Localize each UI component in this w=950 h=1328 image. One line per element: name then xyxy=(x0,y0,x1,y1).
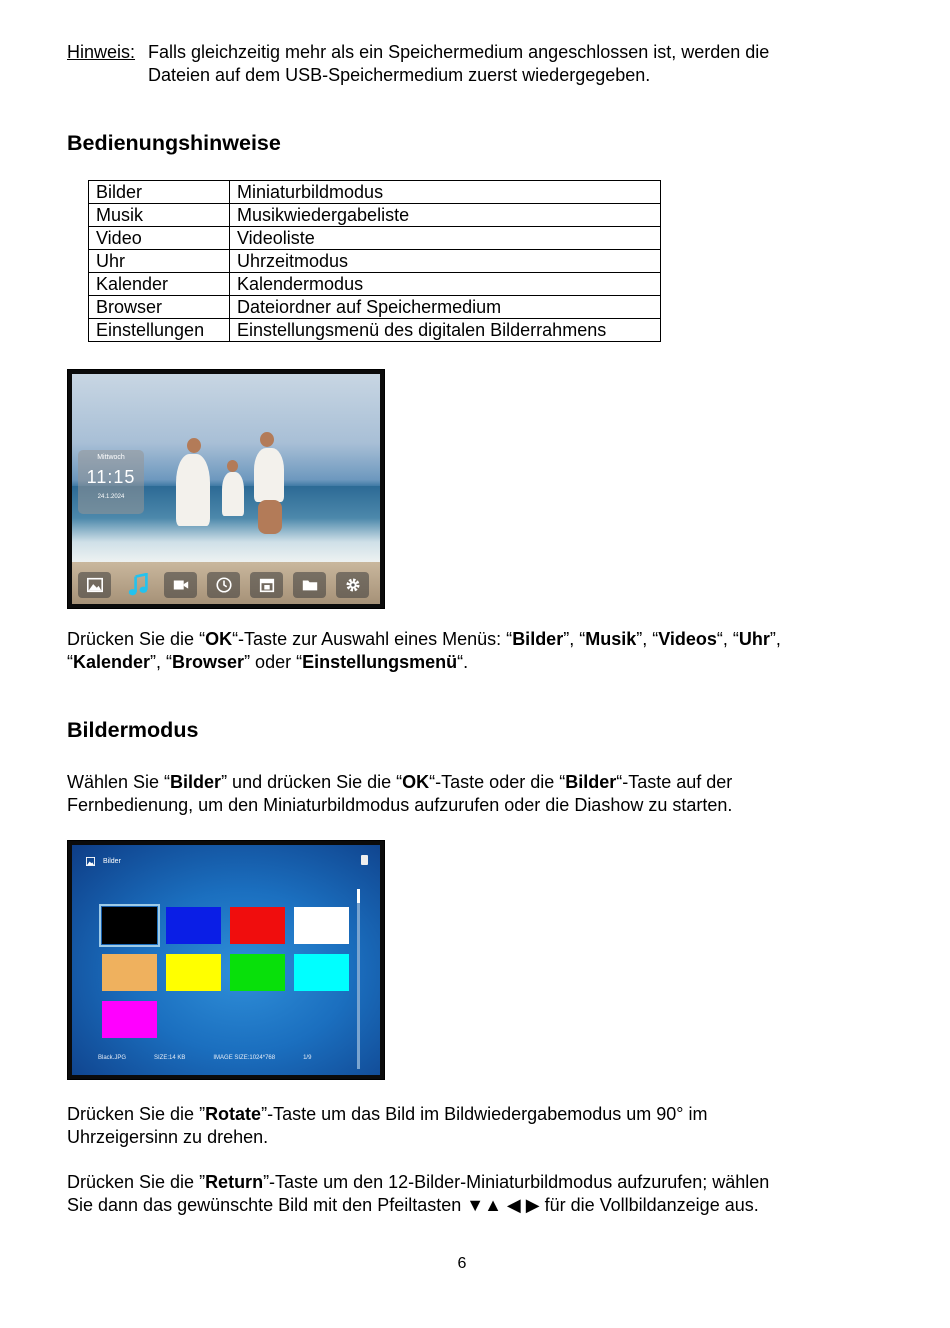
sd-card-icon xyxy=(361,855,368,865)
heading-bildermodus: Bildermodus xyxy=(67,718,199,742)
clock-weekday: Mittwoch xyxy=(97,454,125,461)
file-size: SIZE:14 KB xyxy=(154,1055,186,1061)
father-figure xyxy=(254,448,284,502)
gear-icon[interactable] xyxy=(336,572,369,598)
text: Wählen Sie “ xyxy=(67,772,171,792)
clock-icon[interactable] xyxy=(207,572,240,598)
text: “-Taste auf der xyxy=(616,772,733,792)
text: ”-Taste um den 12-Bilder-Miniaturbildmodus aufzurufen; wählen xyxy=(263,1172,770,1192)
bold-bilder: Bilder xyxy=(565,772,617,792)
table-cell-key: Kalender xyxy=(89,273,230,296)
clock-widget xyxy=(78,450,144,514)
thumbnail-grid xyxy=(102,907,349,1039)
bold-videos: Videos xyxy=(658,629,717,649)
menu-table xyxy=(88,180,661,342)
paragraph-rotate xyxy=(67,1103,887,1149)
thumbnail-screen-screenshot xyxy=(67,840,385,1080)
text: ”, “ xyxy=(150,652,173,672)
table-cell-value: Videoliste xyxy=(230,227,661,250)
paragraph-line: Uhrzeigersinn zu drehen. xyxy=(67,1127,269,1147)
paragraph-return xyxy=(67,1171,887,1217)
paragraph-bilder-mode xyxy=(67,771,887,817)
table-cell-key: Bilder xyxy=(89,181,230,204)
note-line-1: Falls gleichzeitig mehr als ein Speichermedium angeschlossen ist, werden die xyxy=(148,42,770,62)
child-head xyxy=(227,460,238,472)
text: “-Taste oder die “ xyxy=(429,772,566,792)
paragraph-line xyxy=(67,1194,887,1217)
table-cell-value: Uhrzeitmodus xyxy=(230,250,661,273)
bold-browser: Browser xyxy=(172,652,245,672)
bold-rotate: Rotate xyxy=(205,1104,262,1124)
paragraph-menu-selection xyxy=(67,628,887,674)
text: ”, “ xyxy=(636,629,659,649)
table-row xyxy=(89,181,661,204)
table-cell-key: Einstellungen xyxy=(89,319,230,342)
text: “ xyxy=(67,652,73,672)
heading-bedienungshinweise: Bedienungshinweise xyxy=(67,131,281,155)
thumbnail-tile[interactable] xyxy=(166,907,221,944)
thumbnail-tile[interactable] xyxy=(102,1001,157,1038)
bold-ok: OK xyxy=(205,629,233,649)
arrow-keys-icon: ▼▲ ◀ ▶ xyxy=(466,1195,540,1215)
bold-return: Return xyxy=(205,1172,264,1192)
text: ”-Taste um das Bild im Bildwiedergabemodus um 90° im xyxy=(261,1104,708,1124)
thumbnail-tile[interactable] xyxy=(294,907,349,944)
text: ” oder “ xyxy=(244,652,303,672)
calendar-icon[interactable] xyxy=(250,572,283,598)
clock-date: 24.1.2024 xyxy=(97,494,125,500)
father-head xyxy=(260,432,274,447)
table-cell-value: Miniaturbildmodus xyxy=(230,181,661,204)
text: Sie dann das gewünschte Bild mit den Pfeiltasten xyxy=(67,1195,467,1215)
text: Drücken Sie die ” xyxy=(67,1104,206,1124)
thumbnail-tile[interactable] xyxy=(102,907,157,944)
table-cell-key: Video xyxy=(89,227,230,250)
table-cell-value: Kalendermodus xyxy=(230,273,661,296)
page-number: 6 xyxy=(457,1255,467,1272)
text: “, “ xyxy=(716,629,739,649)
thumbnail-tile[interactable] xyxy=(294,954,349,991)
mother-figure xyxy=(176,454,210,526)
table-cell-key: Browser xyxy=(89,296,230,319)
file-name: Black.JPG xyxy=(98,1055,127,1061)
paragraph-line xyxy=(67,651,887,674)
bold-bilder: Bilder xyxy=(512,629,564,649)
text: “. xyxy=(457,652,469,672)
text: ”, xyxy=(769,629,781,649)
father-legs xyxy=(258,500,282,534)
thumbnail-tile[interactable] xyxy=(230,954,285,991)
bold-musik: Musik xyxy=(585,629,637,649)
video-camera-icon[interactable] xyxy=(164,572,197,598)
table-cell-key: Uhr xyxy=(89,250,230,273)
menu-dock xyxy=(78,572,369,598)
text: für die Vollbildanzeige aus. xyxy=(539,1195,759,1215)
text: “-Taste zur Auswahl eines Menüs: “ xyxy=(232,629,513,649)
paragraph-line xyxy=(67,628,887,651)
mother-head xyxy=(187,438,201,453)
picture-icon xyxy=(86,857,95,866)
home-screen-screenshot xyxy=(67,369,385,609)
table-row xyxy=(89,227,661,250)
text: ”, “ xyxy=(563,629,586,649)
table-row xyxy=(89,319,661,342)
paragraph-line xyxy=(67,771,887,794)
child-figure xyxy=(222,472,244,516)
bold-einstellungsmenu: Einstellungsmenü xyxy=(302,652,458,672)
image-counter: 1/9 xyxy=(303,1055,312,1061)
text: Drücken Sie die ” xyxy=(67,1172,206,1192)
folder-icon[interactable] xyxy=(293,572,326,598)
paragraph-line: Fernbedienung, um den Miniaturbildmodus aufzurufen oder die Diashow zu starten. xyxy=(67,795,733,815)
scrollbar-thumb[interactable] xyxy=(357,889,360,903)
bold-ok: OK xyxy=(402,772,430,792)
table-row xyxy=(89,296,661,319)
note-text xyxy=(148,41,868,87)
note-label: Hinweis: xyxy=(67,42,136,62)
table-cell-value: Dateiordner auf Speichermedium xyxy=(230,296,661,319)
table-cell-value: Einstellungsmenü des digitalen Bilderrahmens xyxy=(230,319,661,342)
bold-kalender: Kalender xyxy=(73,652,151,672)
image-size: IMAGE SIZE:1024*768 xyxy=(213,1055,276,1061)
thumbnail-tile[interactable] xyxy=(166,954,221,991)
thumbnail-header xyxy=(86,857,121,866)
table-row xyxy=(89,273,661,296)
thumbnail-info-bar xyxy=(98,1055,311,1061)
paragraph-line xyxy=(67,1171,887,1194)
paragraph-line xyxy=(67,1103,887,1126)
bold-uhr: Uhr xyxy=(738,629,770,649)
table-row xyxy=(89,250,661,273)
thumbnail-tile[interactable] xyxy=(230,907,285,944)
music-note-icon[interactable] xyxy=(121,572,154,598)
table-row xyxy=(89,204,661,227)
text: ” und drücken Sie die “ xyxy=(221,772,403,792)
text: Drücken Sie die “ xyxy=(67,629,206,649)
scrollbar[interactable] xyxy=(357,889,360,1069)
bold-bilder: Bilder xyxy=(170,772,222,792)
picture-icon[interactable] xyxy=(78,572,111,598)
note-line-2: Dateien auf dem USB-Speichermedium zuerst wiedergegeben. xyxy=(148,65,651,85)
clock-time: 11:15 xyxy=(86,467,136,487)
thumbnail-tile[interactable] xyxy=(102,954,157,991)
thumbnail-title: Bilder xyxy=(103,858,121,865)
table-cell-value: Musikwiedergabeliste xyxy=(230,204,661,227)
table-cell-key: Musik xyxy=(89,204,230,227)
